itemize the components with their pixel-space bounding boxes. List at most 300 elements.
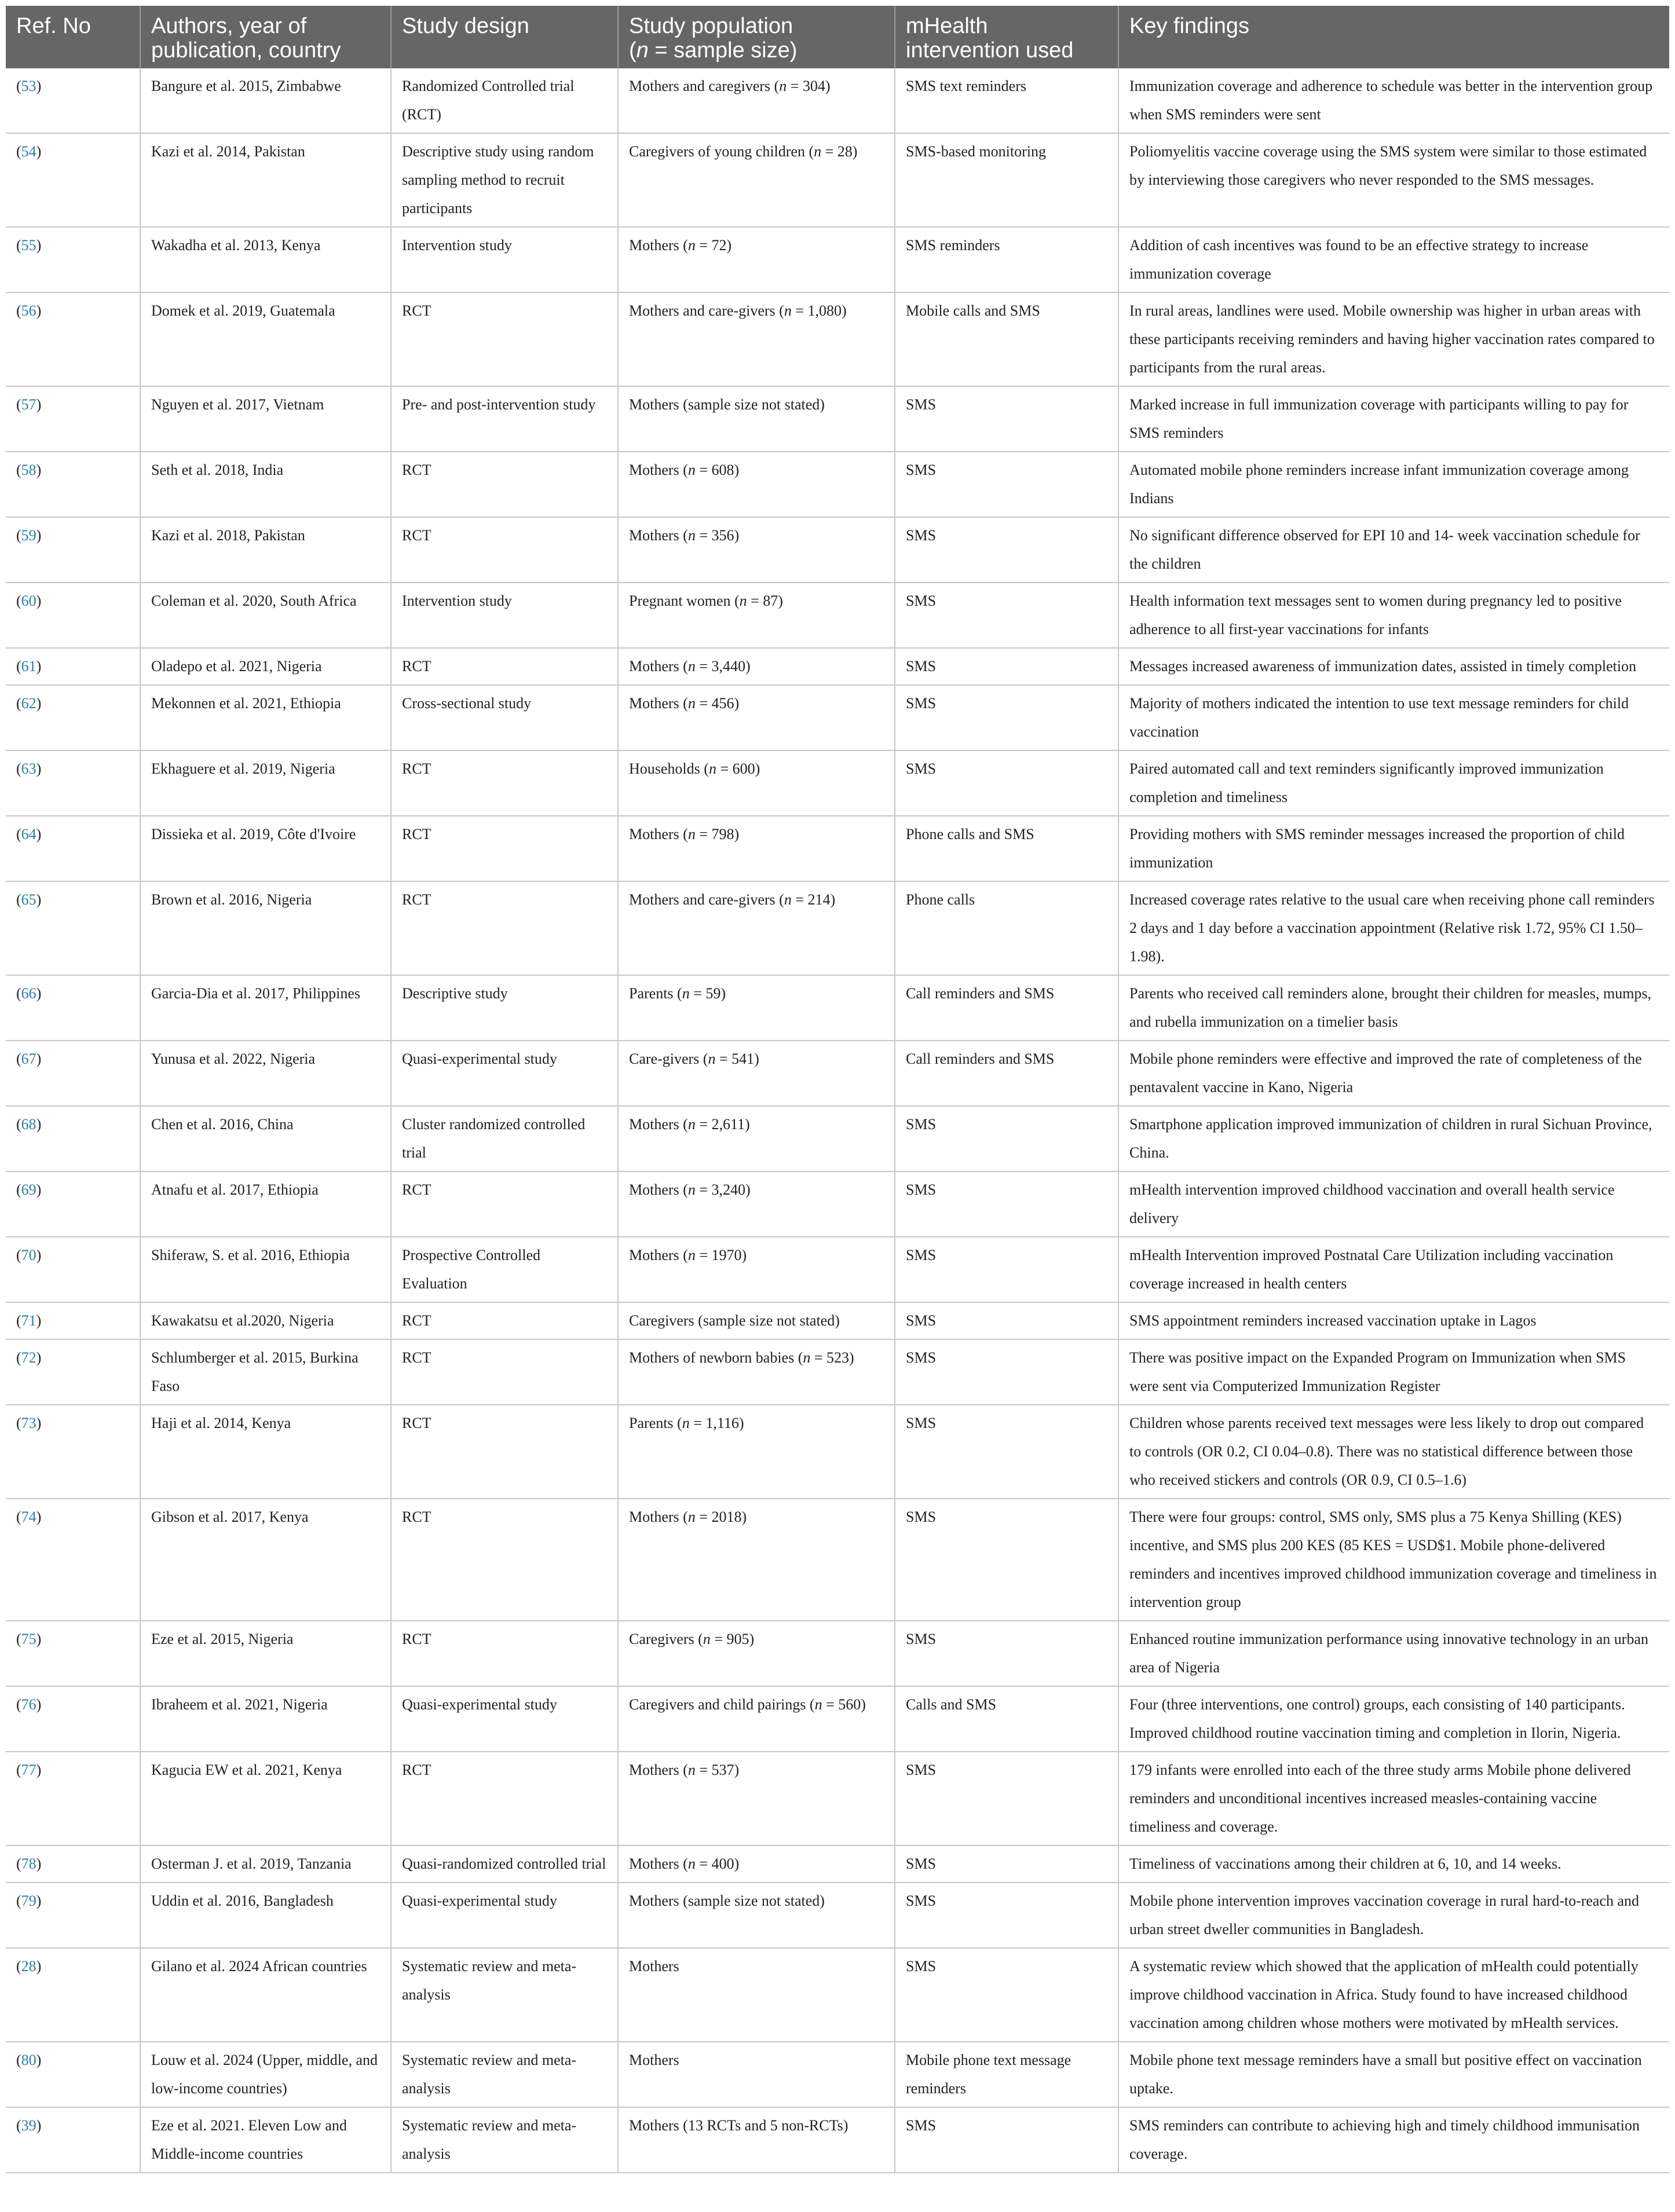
ref-paren-close: ) [36,1892,42,1909]
cell-design [391,816,618,881]
population-text: Mothers (n = 2018) [629,1508,747,1525]
cell-findings [1118,452,1669,517]
intervention-text: Phone calls [906,891,975,908]
reference-link[interactable]: 53 [21,78,36,94]
cell-intervention [895,517,1118,583]
cell-design [391,750,618,816]
findings-text: Four (three interventions, one control) groups, each consisting of 140 participants. Improved childhood routine vaccination timing and completion in Ilorin, Nigeria. [1129,1696,1629,1741]
cell-authors [140,517,391,583]
design-text: RCT [402,527,431,544]
cell-authors [140,1686,391,1752]
cell-design [391,1499,618,1621]
intervention-text: Calls and SMS [906,1696,997,1713]
findings-text: There were four groups: control, SMS only, SMS plus a 75 Kenya Shilling (KES) incentive, and SMS plus 200 KES (85 KES = USD$1. Mobile phone-delivered reminders and incentives improved childhood immunization coverage and timeliness in intervention group [1129,1508,1661,1610]
authors-text: Gilano et al. 2024 African countries [151,1958,367,1975]
authors-text: Oladepo et al. 2021, Nigeria [151,658,322,675]
header-design: Study design [391,6,618,68]
cell-design [391,1405,618,1499]
authors-text: Ibraheem et al. 2021, Nigeria [151,1696,328,1713]
header-population-line1: Study population [629,14,793,38]
findings-text: Paired automated call and text reminders significantly improved immunization completion and timeliness [1129,760,1608,805]
cell-intervention [895,1499,1118,1621]
cell-ref [6,1237,140,1302]
cell-ref [6,2042,140,2107]
cell-findings [1118,1041,1669,1106]
findings-text: Enhanced routine immunization performance using innovative technology in an urban area of Nigeria [1129,1631,1652,1676]
table-row [6,2107,1669,2173]
authors-text: Louw et al. 2024 (Upper, middle, and low-income countries) [151,2052,382,2097]
table-row [6,1752,1669,1845]
cell-ref [6,975,140,1041]
cell-findings [1118,1686,1669,1752]
sample-size-symbol: n [687,1508,696,1525]
header-row [6,6,1669,68]
cell-findings [1118,1106,1669,1171]
findings-text: Majority of mothers indicated the intention to use text message reminders for child vaccination [1129,695,1633,740]
cell-findings [1118,685,1669,750]
reference-link[interactable]: 75 [21,1631,36,1647]
cell-population [618,2107,895,2173]
cell-findings [1118,2042,1669,2107]
cell-ref [6,2107,140,2173]
table-row [6,1883,1669,1948]
cell-population [618,68,895,133]
cell-population [618,975,895,1041]
reference-link[interactable]: 70 [21,1247,36,1264]
reference-link[interactable]: 65 [21,891,36,908]
cell-population [618,750,895,816]
evidence-table [6,6,1669,2173]
authors-text: Domek et al. 2019, Guatemala [151,302,335,319]
ref-paren-open: ( [16,302,21,319]
sample-size-symbol: n [682,1415,690,1431]
design-text: Quasi-randomized controlled trial [402,1855,606,1872]
findings-text: Timeliness of vaccinations among their children at 6, 10, and 14 weeks. [1129,1855,1561,1872]
cell-design [391,292,618,386]
table-row [6,583,1669,648]
ref-paren-close: ) [36,143,42,160]
sample-size-symbol: n [687,658,696,675]
design-text: Descriptive study [402,985,508,1002]
cell-intervention [895,685,1118,750]
cell-findings [1118,881,1669,975]
design-text: RCT [402,302,431,319]
cell-intervention [895,292,1118,386]
authors-text: Kazi et al. 2014, Pakistan [151,143,305,160]
design-text: Quasi-experimental study [402,1892,557,1909]
table-header [6,6,1669,68]
ref-paren-close: ) [36,1247,42,1264]
cell-intervention [895,1621,1118,1686]
cell-authors [140,750,391,816]
cell-authors [140,1948,391,2042]
sample-size-symbol: n [687,527,696,544]
population-text: Mothers (n = 400) [629,1855,740,1872]
reference-link[interactable]: 73 [21,1415,36,1431]
reference-link[interactable]: 77 [21,1761,36,1778]
design-text: RCT [402,891,431,908]
cell-ref [6,1883,140,1948]
cell-authors [140,881,391,975]
cell-findings [1118,68,1669,133]
table-row [6,1041,1669,1106]
cell-design [391,68,618,133]
ref-paren-open: ( [16,985,21,1002]
table-row [6,1171,1669,1237]
population-text: Care-givers (n = 541) [629,1050,759,1067]
ref-paren-open: ( [16,760,21,777]
reference-link[interactable]: 54 [21,143,36,160]
population-text: Mothers [629,1958,679,1975]
cell-design [391,133,618,227]
design-text: RCT [402,1415,431,1431]
population-text: Caregivers and child pairings (n = 560) [629,1696,866,1713]
cell-intervention [895,2042,1118,2107]
sample-size-symbol: n [814,1696,822,1713]
population-text: Pregnant women (n = 87) [629,592,783,609]
cell-ref [6,1106,140,1171]
cell-authors [140,133,391,227]
ref-paren-open: ( [16,462,21,478]
findings-text: Mobile phone reminders were effective and improved the rate of completeness of the pentavalent vaccine in Kano, Nigeria [1129,1050,1646,1096]
design-text: Randomized Controlled trial (RCT) [402,78,578,123]
authors-text: Mekonnen et al. 2021, Ethiopia [151,695,341,712]
sample-size-symbol: n [687,237,696,254]
cell-ref [6,1948,140,2042]
design-text: RCT [402,760,431,777]
ref-paren-close: ) [36,1631,42,1647]
cell-authors [140,292,391,386]
design-text: Pre- and post-intervention study [402,396,596,413]
cell-design [391,881,618,975]
cell-findings [1118,1339,1669,1405]
cell-ref [6,1171,140,1237]
table-row [6,227,1669,292]
table-row [6,648,1669,685]
cell-authors [140,816,391,881]
table-row [6,2042,1669,2107]
population-text: Caregivers (sample size not stated) [629,1312,840,1329]
ref-paren-close: ) [36,1050,42,1067]
population-text: Mothers (n = 456) [629,695,740,712]
cell-design [391,1752,618,1845]
sample-size-symbol: n [687,826,696,843]
cell-findings [1118,1499,1669,1621]
design-text: RCT [402,1181,431,1198]
table-row [6,1405,1669,1499]
cell-design [391,517,618,583]
authors-text: Bangure et al. 2015, Zimbabwe [151,78,341,94]
reference-link[interactable]: 62 [21,695,36,712]
cell-intervention [895,1845,1118,1883]
header-ref: Ref. No [6,6,140,68]
population-text: Mothers and care-givers (n = 214) [629,891,836,908]
ref-paren-close: ) [36,891,42,908]
table-row [6,1106,1669,1171]
cell-intervention [895,648,1118,685]
ref-paren-open: ( [16,658,21,675]
intervention-text: SMS [906,1958,937,1975]
ref-paren-open: ( [16,826,21,843]
sample-size-symbol: n [687,462,696,478]
ref-paren-open: ( [16,527,21,544]
reference-link[interactable]: 28 [21,1958,36,1975]
cell-intervention [895,1752,1118,1845]
cell-authors [140,452,391,517]
reference-link[interactable]: 55 [21,237,36,254]
cell-intervention [895,1948,1118,2042]
reference-link[interactable]: 56 [21,302,36,319]
ref-paren-open: ( [16,695,21,712]
cell-ref [6,1752,140,1845]
ref-paren-open: ( [16,1631,21,1647]
cell-design [391,1171,618,1237]
cell-design [391,685,618,750]
header-population [618,6,895,68]
header-population-paren-rest: = sample size) [648,38,798,63]
ref-paren-open: ( [16,1892,21,1909]
table-row [6,1237,1669,1302]
design-text: RCT [402,826,431,843]
findings-text: Messages increased awareness of immunization dates, assisted in timely completion [1129,658,1637,675]
cell-authors [140,583,391,648]
header-population-paren-open: ( [629,38,637,63]
design-text: RCT [402,462,431,478]
sample-size-symbol: n [708,1050,716,1067]
cell-findings [1118,1237,1669,1302]
intervention-text: Mobile phone text message reminders [906,2052,1075,2097]
intervention-text: SMS [906,1181,937,1198]
findings-text: Marked increase in full immunization coverage with participants willing to pay for SMS reminders [1129,396,1632,441]
cell-findings [1118,1752,1669,1845]
cell-intervention [895,1686,1118,1752]
cell-findings [1118,1405,1669,1499]
findings-text: In rural areas, landlines were used. Mobile ownership was higher in urban areas with these participants receiving reminders and having higher vaccination rates compared to participants from the rural areas. [1129,302,1659,376]
header-authors: Authors, year of publication, country [140,6,391,68]
cell-authors [140,1883,391,1948]
ref-paren-open: ( [16,2052,21,2068]
sample-size-symbol: n [803,1349,811,1366]
population-text: Parents (n = 59) [629,985,726,1002]
reference-link[interactable]: 69 [21,1181,36,1198]
intervention-text: SMS [906,1415,937,1431]
findings-text: SMS reminders can contribute to achieving high and timely childhood immunisation coverage. [1129,2117,1644,2162]
findings-text: SMS appointment reminders increased vaccination uptake in Lagos [1129,1312,1537,1329]
cell-population [618,386,895,452]
reference-link[interactable]: 68 [21,1116,36,1133]
cell-design [391,2042,618,2107]
ref-paren-open: ( [16,143,21,160]
reference-link[interactable]: 58 [21,462,36,478]
cell-population [618,227,895,292]
reference-link[interactable]: 66 [21,985,36,1002]
design-text: Systematic review and meta-analysis [402,2117,577,2162]
reference-link[interactable]: 80 [21,2052,36,2068]
reference-link[interactable]: 72 [21,1349,36,1366]
cell-intervention [895,1405,1118,1499]
cell-ref [6,583,140,648]
cell-population [618,816,895,881]
ref-paren-close: ) [36,396,42,413]
table-row [6,1302,1669,1339]
table-row [6,1845,1669,1883]
cell-intervention [895,750,1118,816]
intervention-text: SMS [906,760,937,777]
cell-population [618,1883,895,1948]
authors-text: Dissieka et al. 2019, Côte d'Ivoire [151,826,356,843]
ref-paren-close: ) [36,1761,42,1778]
population-text: Mothers (n = 608) [629,462,740,478]
cell-ref [6,133,140,227]
intervention-text: SMS [906,592,937,609]
design-text: Cross-sectional study [402,695,532,712]
findings-text: Children whose parents received text messages were less likely to drop out compared to controls (OR 0.2, CI 0.04–0.8). There was no statistical difference between those who received stickers and controls (OR 0.9, CI 0.5–1.6) [1129,1415,1648,1488]
reference-link[interactable]: 71 [21,1312,36,1329]
reference-link[interactable]: 60 [21,592,36,609]
cell-findings [1118,583,1669,648]
cell-intervention [895,452,1118,517]
population-text: Mothers (n = 356) [629,527,740,544]
reference-link[interactable]: 59 [21,527,36,544]
cell-population [618,1237,895,1302]
ref-paren-close: ) [36,1855,42,1872]
cell-findings [1118,227,1669,292]
intervention-text: Call reminders and SMS [906,1050,1055,1067]
cell-findings [1118,750,1669,816]
cell-ref [6,386,140,452]
ref-paren-open: ( [16,1050,21,1067]
ref-paren-close: ) [36,1696,42,1713]
intervention-text: Mobile calls and SMS [906,302,1040,319]
evidence-table-container [6,6,1669,2206]
findings-text: Poliomyelitis vaccine coverage using the SMS system were similar to those estimated by interviewing those caregivers who never responded to the SMS messages. [1129,143,1651,188]
sample-size-symbol: n [687,1116,696,1133]
ref-paren-close: ) [36,1116,42,1133]
findings-text: Mobile phone text message reminders have a small but positive effect on vaccination uptake. [1129,2052,1646,2097]
cell-population [618,1686,895,1752]
intervention-text: Call reminders and SMS [906,985,1055,1002]
table-row [6,881,1669,975]
reference-link[interactable]: 61 [21,658,36,675]
cell-intervention [895,1339,1118,1405]
cell-population [618,1845,895,1883]
sample-size-symbol: n [779,78,787,94]
table-body [6,68,1669,2173]
ref-paren-open: ( [16,1116,21,1133]
cell-intervention [895,583,1118,648]
ref-paren-open: ( [16,237,21,254]
cell-ref [6,816,140,881]
authors-text: Kagucia EW et al. 2021, Kenya [151,1761,342,1778]
population-text: Mothers and caregivers (n = 304) [629,78,831,94]
cell-ref [6,750,140,816]
authors-text: Seth et al. 2018, India [151,462,284,478]
cell-ref [6,648,140,685]
reference-link[interactable]: 63 [21,760,36,777]
ref-paren-close: ) [36,1181,42,1198]
cell-intervention [895,816,1118,881]
findings-text: Health information text messages sent to women during pregnancy led to positive adherence to all first-year vaccinations for infants [1129,592,1626,638]
cell-design [391,1302,618,1339]
intervention-text: SMS [906,1631,937,1647]
intervention-text: SMS [906,1116,937,1133]
ref-paren-close: ) [36,826,42,843]
table-row [6,1499,1669,1621]
ref-paren-open: ( [16,891,21,908]
authors-text: Nguyen et al. 2017, Vietnam [151,396,324,413]
header-intervention: mHealth intervention used [895,6,1118,68]
cell-ref [6,1845,140,1883]
ref-paren-open: ( [16,1696,21,1713]
population-text: Mothers (n = 537) [629,1761,740,1778]
reference-link[interactable]: 78 [21,1855,36,1872]
cell-findings [1118,517,1669,583]
intervention-text: SMS text reminders [906,78,1026,94]
ref-paren-close: ) [36,592,42,609]
ref-paren-open: ( [16,2117,21,2134]
design-text: Systematic review and meta-analysis [402,2052,577,2097]
design-text: RCT [402,1312,431,1329]
cell-design [391,583,618,648]
reference-link[interactable]: 67 [21,1050,36,1067]
findings-text: Immunization coverage and adherence to schedule was better in the intervention group when SMS reminders were sent [1129,78,1656,123]
table-row [6,452,1669,517]
cell-authors [140,975,391,1041]
reference-link[interactable]: 76 [21,1696,36,1713]
authors-text: Wakadha et al. 2013, Kenya [151,237,321,254]
reference-link[interactable]: 74 [21,1508,36,1525]
cell-population [618,648,895,685]
table-row [6,133,1669,227]
intervention-text: SMS [906,2117,937,2134]
reference-link[interactable]: 79 [21,1892,36,1909]
cell-authors [140,386,391,452]
cell-authors [140,1405,391,1499]
cell-design [391,648,618,685]
reference-link[interactable]: 57 [21,396,36,413]
cell-ref [6,685,140,750]
cell-authors [140,227,391,292]
ref-paren-open: ( [16,1312,21,1329]
population-text: Mothers [629,2052,679,2068]
cell-design [391,386,618,452]
cell-population [618,1171,895,1237]
ref-paren-close: ) [36,1958,42,1975]
table-row [6,292,1669,386]
reference-link[interactable]: 39 [21,2117,36,2134]
population-text: Mothers (n = 1970) [629,1247,747,1264]
authors-text: Osterman J. et al. 2019, Tanzania [151,1855,352,1872]
cell-intervention [895,975,1118,1041]
sample-size-symbol: n [687,1247,696,1264]
cell-design [391,2107,618,2173]
findings-text: A systematic review which showed that the application of mHealth could potentially improve childhood vaccination in Africa. Study found to have increased childhood vaccination among children whose mothers were motivated by mHealth services. [1129,1958,1643,2031]
cell-design [391,1041,618,1106]
cell-population [618,1499,895,1621]
cell-population [618,517,895,583]
design-text: Quasi-experimental study [402,1050,557,1067]
cell-authors [140,1752,391,1845]
cell-design [391,1883,618,1948]
reference-link[interactable]: 64 [21,826,36,843]
cell-ref [6,1405,140,1499]
cell-ref [6,1041,140,1106]
design-text: Intervention study [402,592,512,609]
design-text: RCT [402,658,431,675]
population-text: Mothers (n = 2,611) [629,1116,750,1133]
findings-text: Mobile phone intervention improves vaccination coverage in rural hard-to-reach and urban street dweller communities in Bangladesh. [1129,1892,1643,1938]
table-row [6,1686,1669,1752]
